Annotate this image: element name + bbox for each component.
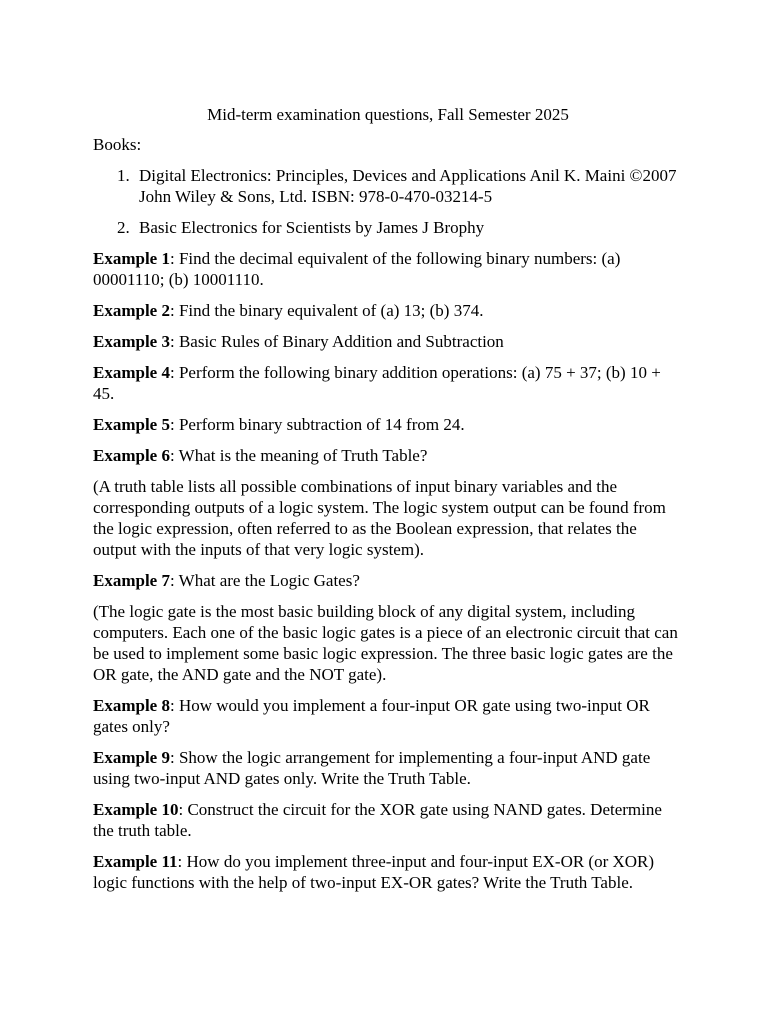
example-6 xyxy=(93,445,683,466)
example-8 xyxy=(93,695,683,737)
example-10 xyxy=(93,799,683,841)
example-text: : What is the meaning of Truth Table? xyxy=(169,446,428,465)
example-text: : Find the binary equivalent of (a) 13; (b) 374. xyxy=(169,301,484,320)
example-text: : Construct the circuit for the XOR gate using NAND gates. Determine the truth table. xyxy=(93,800,662,840)
example-2 xyxy=(93,300,683,321)
example-text: : Show the logic arrangement for implementing a four-input AND gate using two-input AND gates only. Write the Truth Table. xyxy=(93,748,651,788)
example-9 xyxy=(93,747,683,789)
example-text: : Perform the following binary addition operations: (a) 75 + 37; (b) 10 + 45. xyxy=(93,363,661,403)
example-text: : How would you implement a four-input OR gate using two-input OR gates only? xyxy=(93,696,650,736)
example-label: Example 5 xyxy=(93,415,170,434)
example-4 xyxy=(93,362,683,404)
example-label: Example 3 xyxy=(93,332,170,351)
example-label: Example 8 xyxy=(93,696,170,715)
example-1 xyxy=(93,248,683,290)
example-label: Example 11 xyxy=(93,852,178,871)
book-number: 2. xyxy=(117,218,130,237)
example-label: Example 1 xyxy=(93,249,170,268)
example-text: : Perform binary subtraction of 14 from 24. xyxy=(169,415,465,434)
example-7 xyxy=(93,570,683,591)
example-text: : What are the Logic Gates? xyxy=(169,571,360,590)
book-text: Basic Electronics for Scientists by James J Brophy xyxy=(139,218,485,237)
example-label: Example 7 xyxy=(93,571,170,590)
book-item xyxy=(93,217,683,238)
example-text: : Find the decimal equivalent of the following binary numbers: (a) 00001110; (b) 10001110. xyxy=(93,249,621,289)
books-list xyxy=(93,165,683,238)
example-text: : How do you implement three-input and four-input EX-OR (or XOR) logic functions with the help of two-input EX-OR gates? Write the Truth Table. xyxy=(93,852,655,892)
book-item xyxy=(93,165,683,207)
example-11 xyxy=(93,851,683,893)
example-text: : Basic Rules of Binary Addition and Subtraction xyxy=(169,332,504,351)
example-label: Example 10 xyxy=(93,800,179,819)
truth-table-explanation: (A truth table lists all possible combinations of input binary variables and the corresponding outputs of a logic system. The logic system output can be found from the logic expression, often referred to as the Boolean expression, that relates the output with the inputs of that very logic system). xyxy=(93,477,666,559)
example-label: Example 9 xyxy=(93,748,170,767)
book-number: 1. xyxy=(117,166,130,185)
book-text: Digital Electronics: Principles, Devices and Applications Anil K. Maini ©2007 John Wiley & Sons, Ltd. ISBN: 978-0-470-03214-5 xyxy=(139,166,677,206)
books-heading: Books: xyxy=(93,135,142,154)
document-page xyxy=(93,104,683,903)
example-label: Example 2 xyxy=(93,301,170,320)
example-5 xyxy=(93,414,683,435)
example-label: Example 4 xyxy=(93,363,170,382)
logic-gates-explanation: (The logic gate is the most basic building block of any digital system, including computers. Each one of the basic logic gates is a piece of an electronic circuit that can be used to implement some basic logic expression. The three basic logic gates are the OR gate, the AND gate and the NOT gate). xyxy=(93,602,678,684)
document-title: Mid-term examination questions, Fall Semester 2025 xyxy=(207,105,569,124)
example-3 xyxy=(93,331,683,352)
example-label: Example 6 xyxy=(93,446,170,465)
